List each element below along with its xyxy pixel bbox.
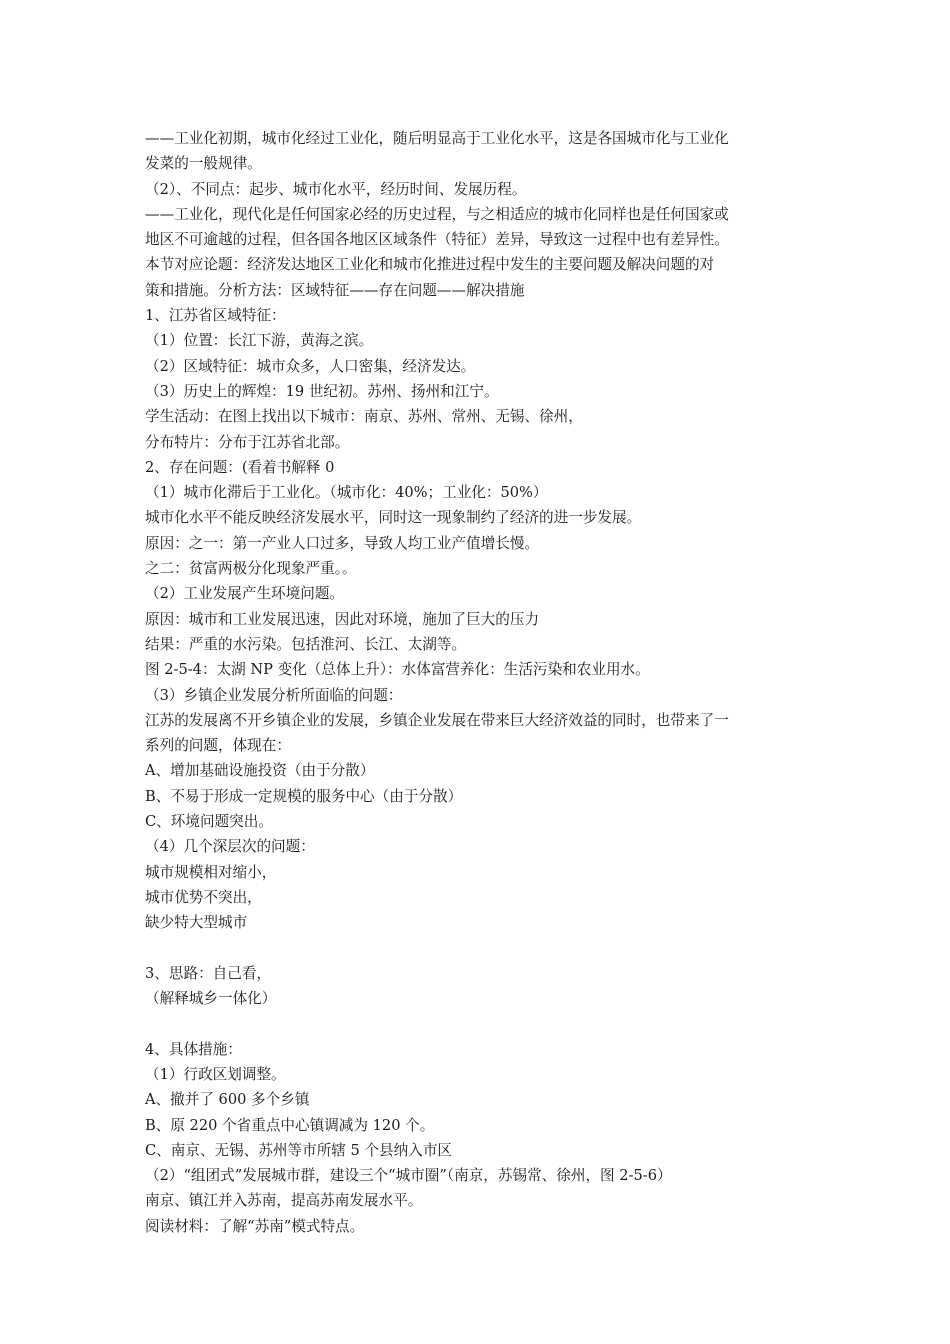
text-line: （4）几个深层次的问题： — [145, 838, 315, 856]
text-line: 图 2-5-4：太湖 NP 变化（总体上升）：水体富营养化：生活污染和农业用水。 — [145, 661, 650, 679]
text-line: （3）乡镇企业发展分析所面临的问题： — [145, 686, 403, 704]
text-line: （2）工业发展产生环境问题。 — [145, 585, 345, 603]
text-line: 系列的问题，体现在： — [145, 737, 291, 755]
text-line: （1）城市化滞后于工业化。（城市化：40%；工业化：50%） — [145, 484, 548, 502]
text-line: （2）“组团式”发展城市群，建设三个“城市圈”（南京，苏锡常、徐州，图 2-5-6） — [145, 1167, 672, 1185]
text-line: （2）、不同点：起步、城市化水平，经历时间、发展历程。 — [145, 180, 527, 198]
text-line: 本节对应论题：经济发达地区工业化和城市化推进过程中发生的主要问题及解决问题的对 — [145, 256, 715, 274]
text-line: 发菜的一般规律。 — [145, 155, 262, 173]
section-heading: 2、存在问题：(看着书解释 0 — [145, 458, 335, 476]
text-line: 策和措施。分析方法：区域特征——存在问题——解决措施 — [145, 281, 525, 299]
text-line: A、增加基础设施投资（由于分散） — [145, 762, 375, 780]
blank-line — [145, 936, 815, 961]
text-line: 江苏的发展离不开乡镇企业的发展，乡镇企业发展在带来巨大经济效益的同时，也带来了一 — [145, 711, 729, 729]
text-line: （3）历史上的辉煌：19 世纪初。苏州、扬州和江宁。 — [145, 382, 499, 400]
text-line: （2）区域特征：城市众多，人口密集，经济发达。 — [145, 357, 476, 375]
text-line: 分布特片：分布于江苏省北部。 — [145, 433, 350, 451]
section-heading: 3、思路：自己看， — [145, 964, 272, 982]
text-line: B、原 220 个省重点中心镇调减为 120 个。 — [145, 1116, 435, 1134]
section-heading: 1、江苏省区域特征： — [145, 307, 286, 325]
text-line: C、南京、无锡、苏州等市所辖 5 个县纳入市区 — [145, 1141, 453, 1159]
text-line: （解释城乡一体化） — [145, 990, 277, 1008]
text-line: C、环境问题突出。 — [145, 813, 273, 831]
text-line: 阅读材料：了解“苏南”模式特点。 — [145, 1217, 365, 1235]
text-line: ——工业化，现代化是任何国家必经的历史过程，与之相适应的城市化同样也是任何国家或 — [145, 205, 729, 223]
text-line: 之二：贫富两极分化现象严重。。 — [145, 560, 357, 578]
text-line: 南京、镇江并入苏南，提高苏南发展水平。 — [145, 1192, 423, 1210]
text-line: 缺少特大型城市 — [145, 914, 248, 932]
text-line: B、不易于形成一定规模的服务中心（由于分散） — [145, 787, 463, 805]
text-line: （1）位置：长江下游，黄海之滨。 — [145, 332, 374, 350]
text-line: 学生活动：在图上找出以下城市：南京、苏州、常州、无锡、徐州， — [145, 408, 583, 426]
blank-line — [145, 1011, 815, 1036]
section-heading: 4、具体措施： — [145, 1040, 242, 1058]
text-line: 城市规模相对缩小， — [145, 863, 277, 881]
text-line: 地区不可逾越的过程，但各国各地区区域条件（特征）差异，导致这一过程中也有差异性。 — [145, 231, 729, 249]
text-line: 城市化水平不能反映经济发展水平，同时这一现象制约了经济的进一步发展。 — [145, 509, 642, 527]
text-line: ——工业化初期，城市化经过工业化，随后明显高于工业化水平，这是各国城市化与工业化 — [145, 130, 729, 147]
text-line: 原因：城市和工业发展迅速，因此对环境，施加了巨大的压力 — [145, 610, 540, 628]
text-line: A、撤并了 600 多个乡镇 — [145, 1091, 310, 1109]
text-line: 城市优势不突出， — [145, 888, 262, 906]
text-line: 结果：严重的水污染。包括淮河、长江、太湖等。 — [145, 635, 467, 653]
document-body — [145, 126, 815, 1239]
text-line: （1）行政区划调整。 — [145, 1065, 286, 1083]
text-line: 原因：之一：第一产业人口过多，导致人均工业产值增长慢。 — [145, 534, 540, 552]
